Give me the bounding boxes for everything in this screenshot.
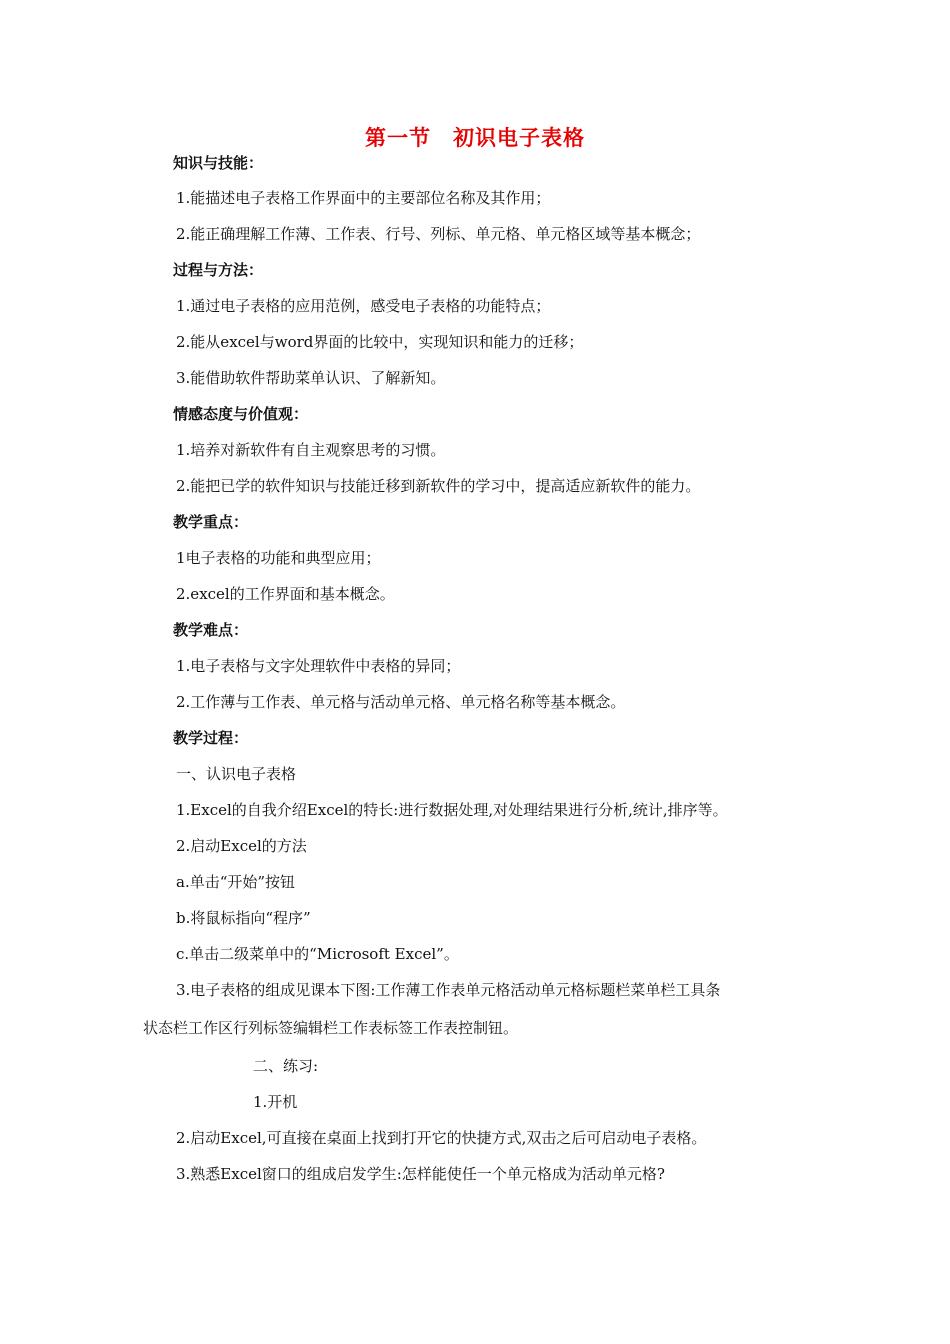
- list-item: b.将鼠标指向“程序”: [176, 909, 311, 927]
- list-item: 1.培养对新软件有自主观察思考的习惯。: [176, 441, 446, 459]
- document-title: 第一节 初识电子表格: [365, 126, 585, 150]
- list-item: 3.能借助软件帮助菜单认识、了解新知。: [176, 369, 446, 387]
- list-item: 3.熟悉Excel窗口的组成启发学生:怎样能使任一个单元格成为活动单元格?: [176, 1165, 665, 1183]
- list-item: 2.工作薄与工作表、单元格与活动单元格、单元格名称等基本概念。: [176, 693, 626, 711]
- list-item: 2.能从excel与word界面的比较中，实现知识和能力的迁移；: [176, 333, 584, 351]
- heading-process: 过程与方法：: [173, 261, 264, 279]
- list-item: 2.excel的工作界面和基本概念。: [176, 585, 395, 603]
- list-item: 一、认识电子表格: [176, 765, 297, 783]
- list-item: 2.启动Excel,可直接在桌面上找到打开它的快捷方式,双击之后可启动电子表格。: [176, 1129, 707, 1147]
- list-item: 2.能把已学的软件知识与技能迁移到新软件的学习中，提高适应新软件的能力。: [176, 477, 701, 495]
- list-item: a.单击“开始”按钮: [176, 873, 296, 891]
- list-item: 1.通过电子表格的应用范例，感受电子表格的功能特点；: [176, 297, 551, 315]
- list-item: 1电子表格的功能和典型应用；: [176, 549, 381, 567]
- list-item: 1.能描述电子表格工作界面中的主要部位名称及其作用；: [176, 189, 551, 207]
- list-item: 1.Excel的自我介绍Excel的特长:进行数据处理,对处理结果进行分析,统计,排序等。: [176, 801, 728, 819]
- heading-procedure: 教学过程：: [173, 729, 249, 747]
- list-item: 3.电子表格的组成见课本下图:工作薄工作表单元格活动单元格标题栏菜单栏工具条: [176, 981, 721, 999]
- list-item: 1.开机: [253, 1093, 298, 1111]
- list-item: 1.电子表格与文字处理软件中表格的异同；: [176, 657, 461, 675]
- heading-attitude: 情感态度与价值观：: [173, 405, 309, 423]
- list-item: 二、练习:: [253, 1057, 319, 1075]
- list-item: 状态栏工作区行列标签编辑栏工作表标签工作表控制钮。: [143, 1019, 519, 1037]
- list-item: 2.启动Excel的方法: [176, 837, 307, 855]
- list-item: 2.能正确理解工作薄、工作表、行号、列标、单元格、单元格区域等基本概念；: [176, 225, 701, 243]
- list-item: c.单击二级菜单中的“Microsoft Excel”。: [176, 945, 459, 963]
- heading-key-points: 教学重点：: [173, 513, 249, 531]
- heading-knowledge: 知识与技能：: [173, 154, 264, 172]
- heading-difficulties: 教学难点：: [173, 621, 249, 639]
